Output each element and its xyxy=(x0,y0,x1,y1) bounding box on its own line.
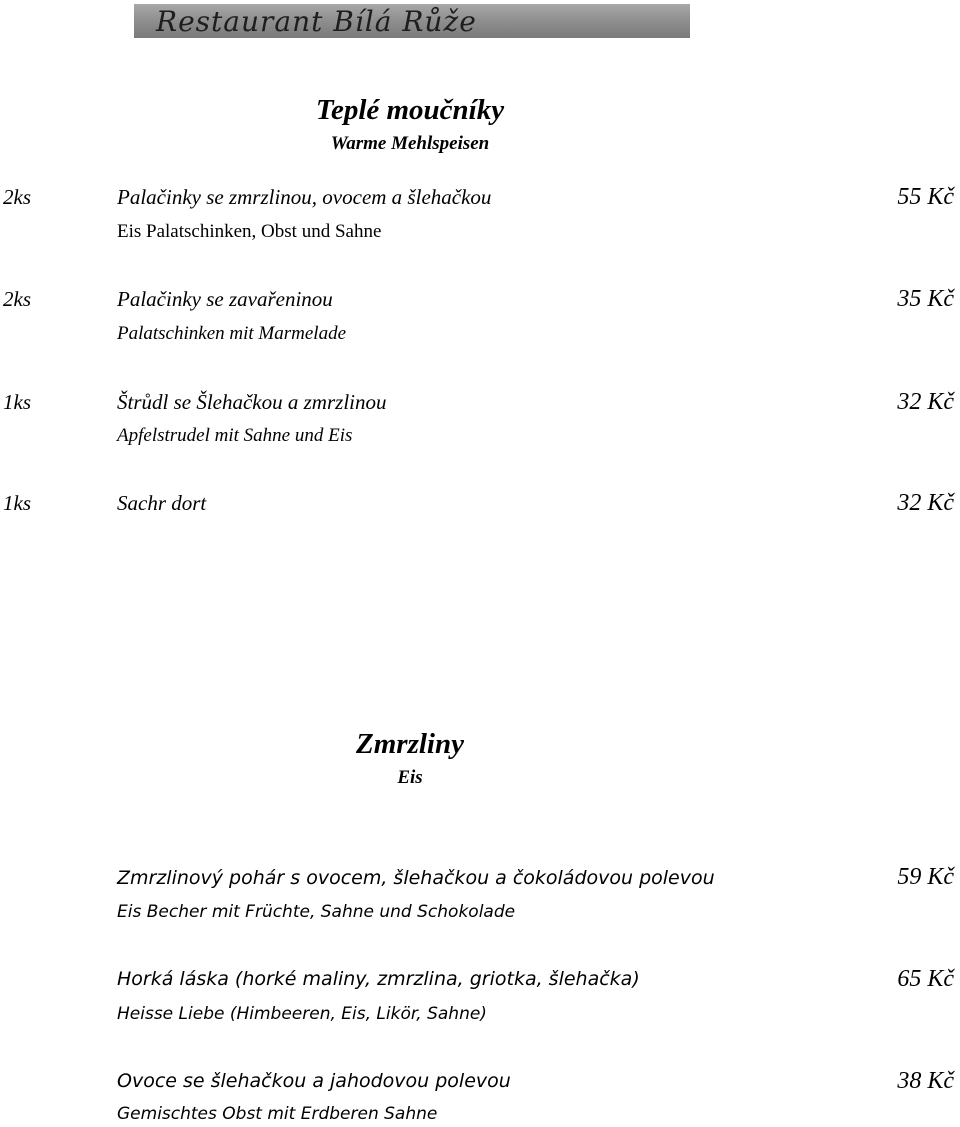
item-name: Štrůdl se Šlehačkou a zmrzlinou xyxy=(117,390,387,414)
logo-text: Restaurant Bílá Růže xyxy=(156,5,477,38)
item-price: 32 Kč xyxy=(897,490,954,516)
item-price: 35 Kč xyxy=(897,286,954,312)
item-translation: Heisse Liebe (Himbeeren, Eis, Likör, Sahne) xyxy=(117,1004,487,1024)
section-subtitle-ice-cream: Eis xyxy=(397,767,423,788)
item-name: Zmrzlinový pohár s ovocem, šlehačkou a čokoládovou polevou xyxy=(117,867,715,889)
item-translation: Apfelstrudel mit Sahne und Eis xyxy=(117,425,353,446)
item-translation: Eis Palatschinken, Obst und Sahne xyxy=(117,221,382,242)
item-price: 38 Kč xyxy=(897,1068,954,1094)
item-name: Palačinky se zmrzlinou, ovocem a šlehačkou xyxy=(117,185,492,209)
item-name: Sachr dort xyxy=(117,491,207,515)
restaurant-logo xyxy=(134,4,690,38)
item-name: Horká láska (horké maliny, zmrzlina, griotka, šlehačka) xyxy=(117,968,640,990)
item-translation: Eis Becher mit Früchte, Sahne und Schokolade xyxy=(117,902,516,922)
section-title-ice-cream: Zmrzliny xyxy=(356,728,464,760)
item-price: 65 Kč xyxy=(897,966,954,992)
item-translation: Gemischtes Obst mit Erdberen Sahne xyxy=(117,1104,438,1124)
item-translation: Palatschinken mit Marmelade xyxy=(117,323,347,344)
item-quantity: 2ks xyxy=(3,287,31,311)
item-price: 59 Kč xyxy=(897,864,954,890)
item-quantity: 1ks xyxy=(3,491,31,515)
section-subtitle-warm-desserts: Warme Mehlspeisen xyxy=(330,133,490,154)
logo-lettering xyxy=(134,4,690,38)
item-quantity: 1ks xyxy=(3,390,31,414)
item-name: Ovoce se šlehačkou a jahodovou polevou xyxy=(117,1070,511,1092)
item-price: 55 Kč xyxy=(897,184,954,210)
item-name: Palačinky se zavařeninou xyxy=(117,287,333,311)
item-price: 32 Kč xyxy=(897,389,954,415)
section-title-warm-desserts: Teplé moučníky xyxy=(315,94,505,126)
item-quantity: 2ks xyxy=(3,185,31,209)
